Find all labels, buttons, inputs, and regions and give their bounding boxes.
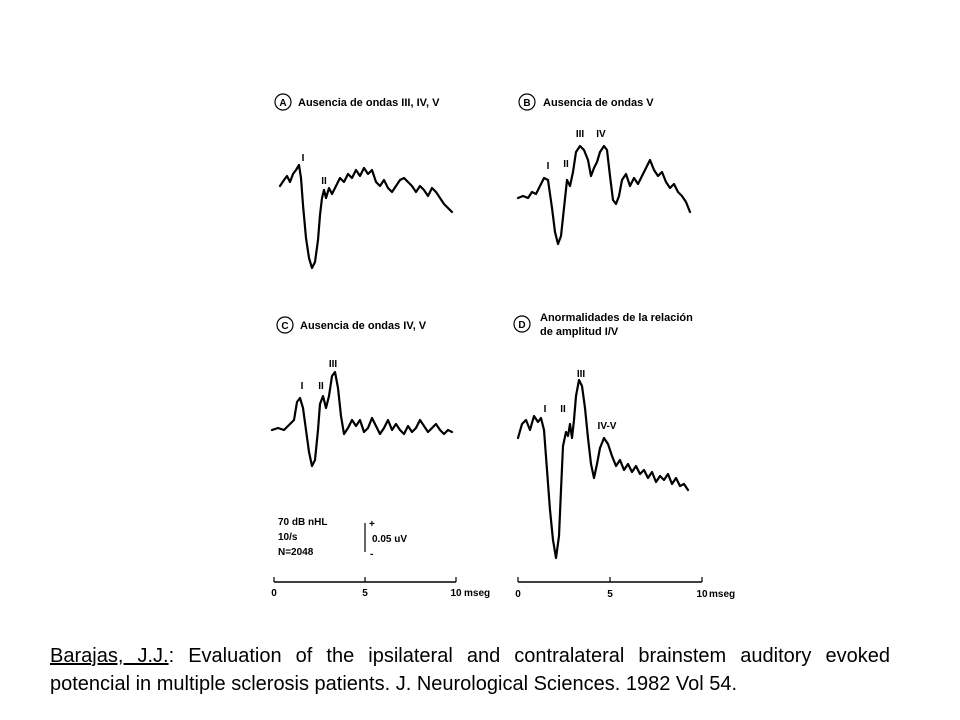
panel-a-title: Ausencia de ondas III, IV, V [298,97,440,109]
panel-d [514,312,693,558]
axis-tick-label: 0 [515,589,521,600]
panel-b-wave-label: II [563,159,569,170]
panel-d-wave-label: IV-V [597,421,617,432]
panel-a-trace [280,165,452,268]
panel-d-badge-letter: D [518,320,526,331]
panel-c-wave-label: I [300,381,304,392]
panel-c [272,317,452,466]
scale-value: 0.05 uV [372,534,408,545]
panel-b [518,94,690,244]
scale-plus-sign: + [369,519,375,530]
panel-b-wave-label: I [546,161,550,172]
panel-b-wave-label: IV [596,129,606,140]
citation-text [50,642,890,698]
panel-b-title: Ausencia de ondas V [543,97,654,109]
axis-tick-label: 10 [450,588,462,599]
panel-c-title: Ausencia de ondas IV, V [300,320,427,332]
axis-tick-label: 5 [362,588,368,599]
time-axis-right [515,577,735,600]
panel-b-trace [518,146,690,244]
stimulus-level: 70 dB nHL [278,517,328,528]
stimulus-info [278,517,327,558]
panel-d-wave-label: III [576,369,586,380]
scale-minus-sign: - [370,549,374,560]
panel-a [275,94,452,268]
panel-c-badge-letter: C [281,321,289,332]
panel-c-trace [272,372,452,466]
panel-d-wave-label: II [560,404,566,415]
stimulus-sweeps: N=2048 [278,547,314,558]
panel-b-badge-letter: B [523,98,531,109]
time-axis-left [271,577,490,599]
panel-a-wave-label: II [321,176,327,187]
amplitude-scale-bar [365,519,407,560]
axis-tick-label: 5 [607,589,613,600]
panel-a-wave-label: I [301,153,305,164]
citation-body: : Evaluation of the ipsilateral and contralateral brainstem auditory evoked potencial in multiple sclerosis patients. J. Neurological Sciences. 1982 Vol 54. [50,645,890,695]
axis-tick-label: 10 [696,589,708,600]
axis-tick-label: 0 [271,588,277,599]
panel-c-wave-label: III [328,359,338,370]
panel-d-title-line-1: Anormalidades de la relación [540,312,693,324]
stimulus-rate: 10/s [278,532,298,543]
citation-author: Barajas, J.J. [50,645,169,667]
panel-c-wave-label: II [318,381,324,392]
panel-a-badge-letter: A [279,98,287,109]
panel-b-wave-label: III [575,129,585,140]
panel-d-title-line-2: de amplitud I/V [540,326,619,338]
axis-unit-label: mseg [709,589,736,600]
panel-d-wave-label: I [543,404,547,415]
axis-unit-label: mseg [464,588,491,599]
